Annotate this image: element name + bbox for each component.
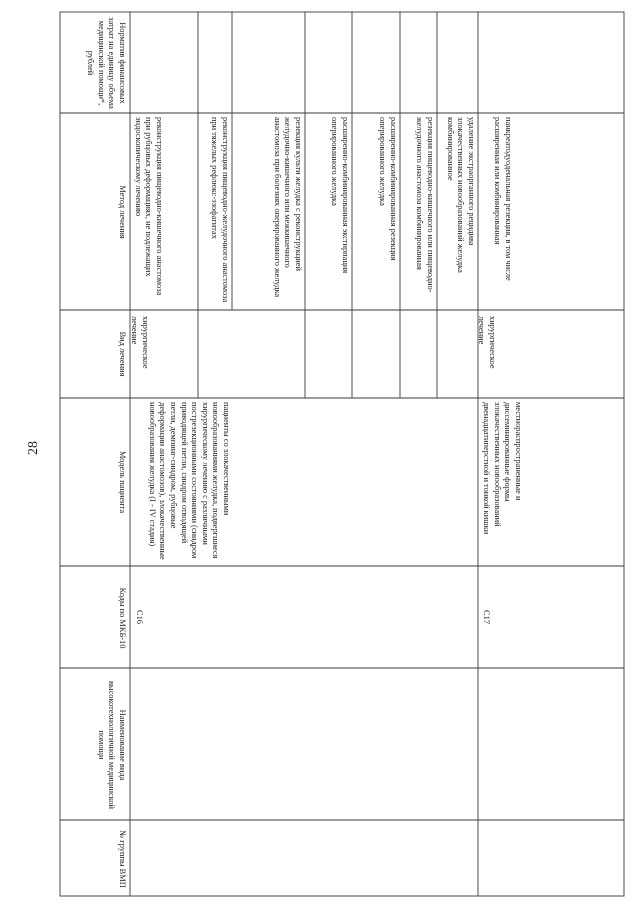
row1-method-1: реконструкция пищеводно-кишечного анастомоза при рубцовых деформациях, не подлежащих эндоскопическому лечению [133, 117, 164, 296]
row2-code: C17 [482, 610, 491, 624]
row1-method-6: резекция пищеводно-кишечного или пищеводно-желудочного анастомоза комбинированная [415, 117, 435, 293]
header-method: Метод лечения [118, 185, 127, 239]
row1-method-4: расширенно-комбинированная экстирпация оперированного желудка [330, 117, 350, 274]
row1-method-7: удаление экстраорганного рецидива злокачественных новообразований желудка комбинированное [445, 117, 476, 273]
header-num: № группы ВМП [118, 830, 127, 888]
row1-method-5: расширенно-комбинированная резекция оперированного желудка [378, 117, 398, 261]
row1-model: пациенты со злокачественными новообразованиями желудка, подвергшиеся хирургическому лечению с различными пострезекционными состояниями (синдром приводящей петли, синдром отводящей петли, демпинг-синдром, рубцовые деформации анастомозов), злокачественные новообразования желудка (I - IV стадия) [147, 402, 231, 560]
row2-model: местнораспространенные и диссеминированные формы злокачественных новообразований двенадцатиперстной и тонкой кишки [482, 402, 523, 535]
header-norm: Норматив финансовых затрат на единицу объема медицинской помощи*, рублей [86, 17, 127, 109]
row1-method-2: реконструкция пищеводно-желудочного анастомоза при тяжелых рефлюкс-эзофагитах [210, 117, 230, 303]
header-name: Наименование вида высокотехнологичной медицинской помощи [96, 680, 127, 810]
row2-type: хирургическое лечение [477, 316, 497, 369]
row2-method-1: панкреатодуоденальная резекция, в том числе расширенная или комбинированная [493, 117, 513, 281]
row1-code: C16 [135, 610, 144, 624]
header-codes: Коды по МКБ-10 [118, 587, 127, 649]
header-model: Модель пациента [118, 450, 127, 514]
page-number: 28 [26, 441, 41, 455]
row1-type: хирургическое лечение [130, 316, 150, 369]
row1-method-3: резекция культи желудка с реконструкцией желудочно-кишечного или межкишечного анастомоза при болезнях оперированного желудка [272, 117, 303, 298]
header-type: Вид лечения [118, 331, 127, 377]
